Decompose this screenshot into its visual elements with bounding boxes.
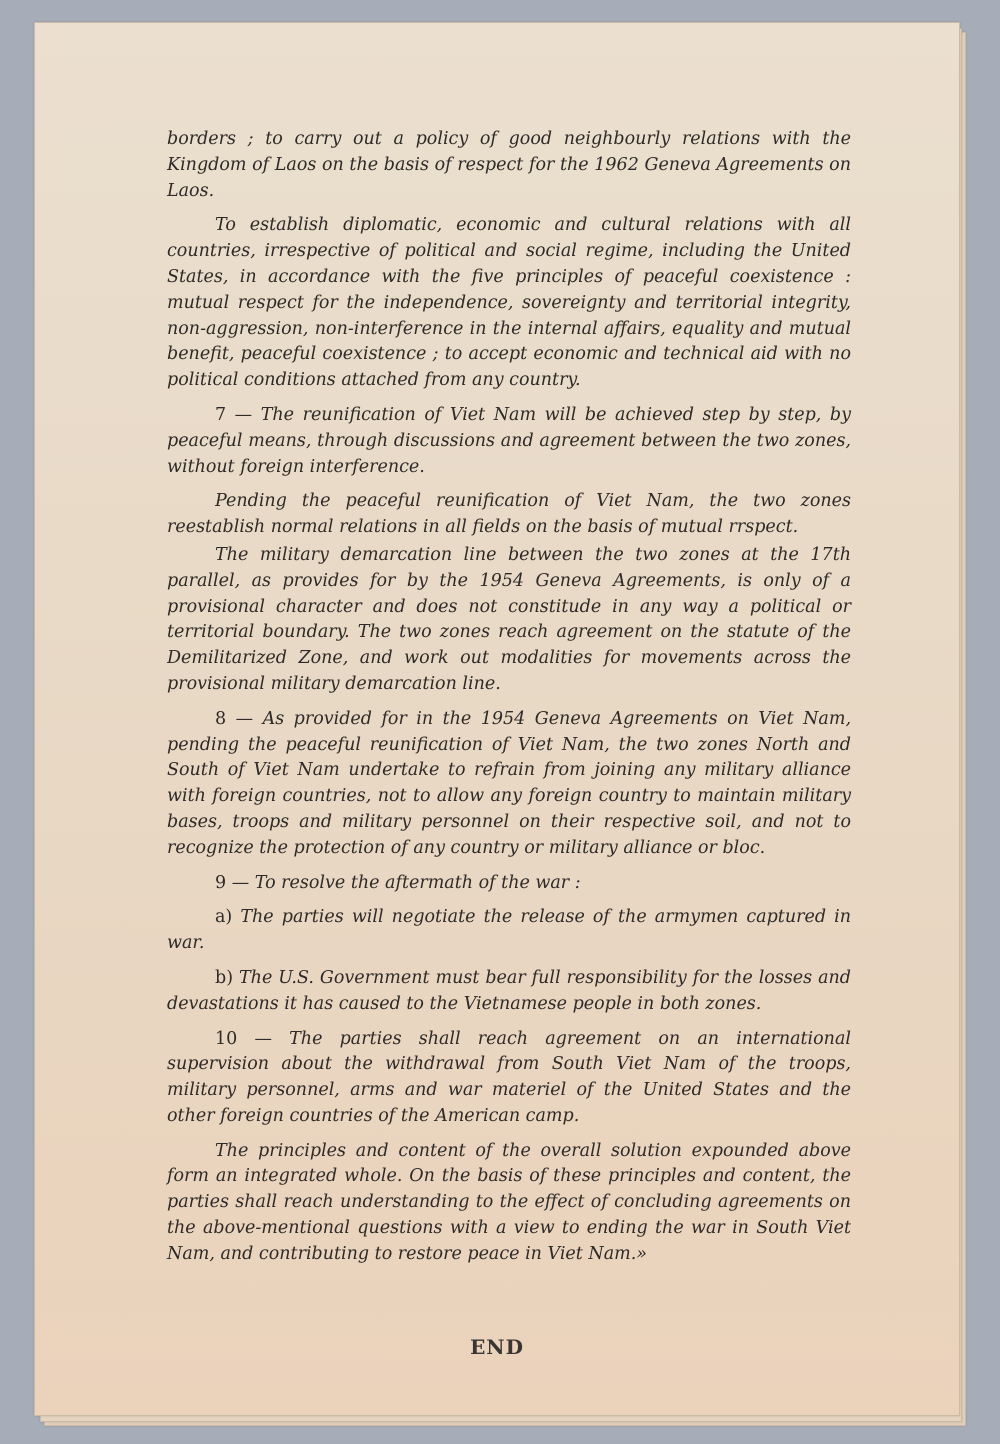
paragraph: b) The U.S. Government must bear full responsibility for the losses and devastations it has caused to the Vietnamese people in both zones. xyxy=(167,967,851,1014)
paragraph: borders ; to carry out a policy of good neighbourly relations with the Kingdom of Laos on the basis of respect for the 1962 Geneva Agreements on Laos. xyxy=(167,129,851,201)
document-page xyxy=(34,22,960,1416)
paragraph: 8 — As provided for in the 1954 Geneva Agreements on Viet Nam, pending the peaceful reunification of Viet Nam, the two zones North and South of Viet Nam undertake to refrain from joining any military alliance with foreign countries, not to allow any foreign country to maintain military bases, troops and military personnel on their respective soil, and not to recognize the protection of any country or military alliance or bloc. xyxy=(167,708,852,858)
paragraph: Pending the peaceful reunification of Viet Nam, the two zones reestablish normal relations in all fields on the basis of mutual rrspect. xyxy=(167,491,851,538)
end-marker: END xyxy=(470,1335,524,1359)
paragraph: 10 — The parties shall reach agreement on an international supervision about the withdrawal from South Viet Nam of the troops, military personnel, arms and war materiel of the United States and the other foreign countries of the American camp. xyxy=(167,1028,851,1126)
paragraph: To establish diplomatic, economic and cultural relations with all countries, irrespective of political and social regime, including the United States, in accordance with the five principles of peaceful coexistence : mutual respect for the independence, sovereignty and territorial integrity, non-aggression, non-interference in the internal affairs, equality and mutual benefit, peaceful coexistence ; to accept economic and technical aid with no political conditions attached from any country. xyxy=(167,215,851,391)
paragraph: 9 — To resolve the aftermath of the war : xyxy=(215,872,581,893)
document-body xyxy=(167,127,851,1277)
paragraph: a) The parties will negotiate the release of the armymen captured in war. xyxy=(167,907,851,954)
paragraph: The principles and content of the overall solution expounded above form an integrated whole. On the basis of these principles and content, the parties shall reach understanding to the effect of concluding agreements on the above-mentional questions with a view to ending the war in South Viet Nam, and contributing to restore peace in Viet Nam.» xyxy=(167,1140,851,1264)
paragraph: 7 — The reunification of Viet Nam will be achieved step by step, by peaceful means, through discussions and agreement between the two zones, without foreign interference. xyxy=(167,404,852,477)
paragraph: The military demarcation line between the two zones at the 17th parallel, as provides for by the 1954 Geneva Agreements, is only of a provisional character and does not constitude in any way a political or territorial boundary. The two zones reach agreement on the statute of the Demilitarized Zone, and work out modalities for movements across the provisional military demarcation line. xyxy=(167,544,851,694)
